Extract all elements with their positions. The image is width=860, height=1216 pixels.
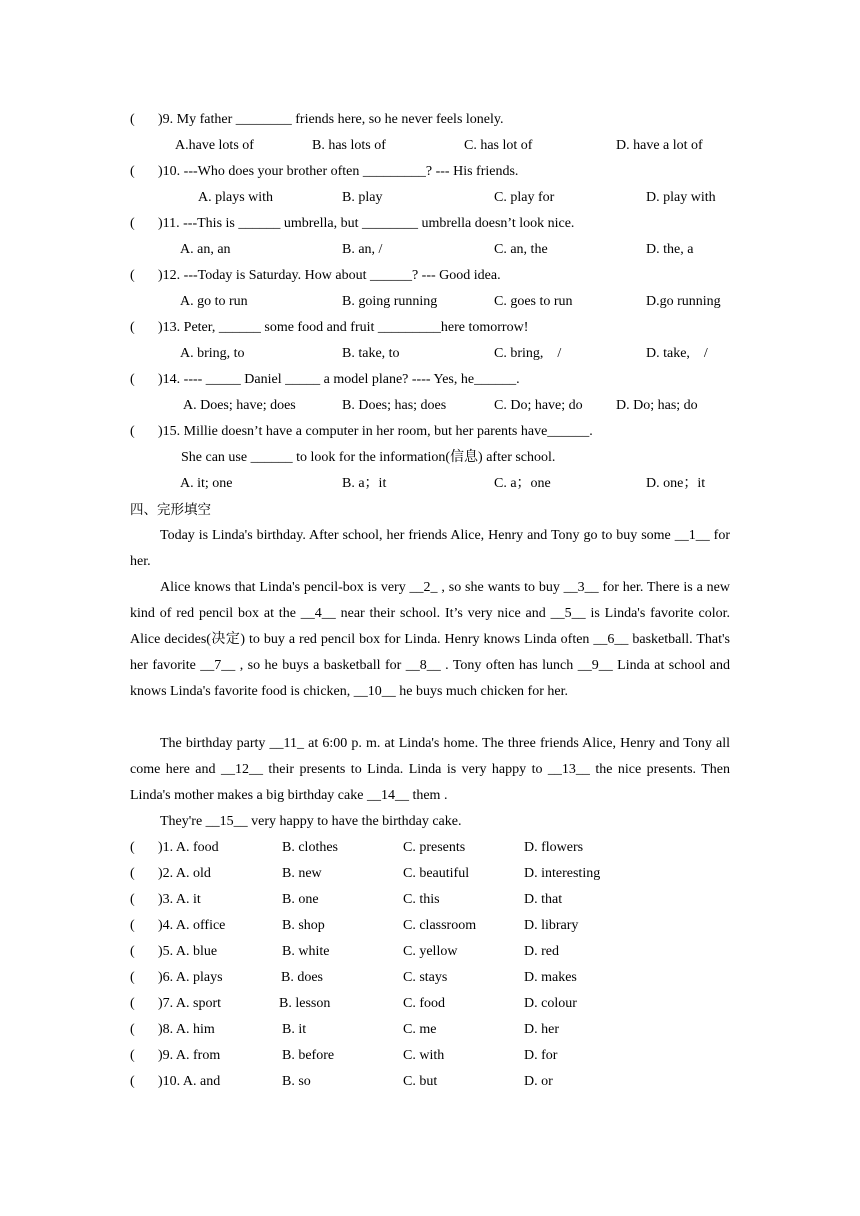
option-c: C. with: [403, 1048, 445, 1063]
question-11: [130, 214, 574, 234]
cloze-number-option-a: )1. A. food: [158, 840, 219, 855]
section-title: 四、完形填空: [130, 502, 211, 518]
answer-paren: (: [130, 320, 135, 335]
answer-paren: (: [130, 866, 135, 881]
cloze-number-option-a: )3. A. it: [158, 892, 201, 907]
option-a: A. bring, to: [180, 346, 245, 361]
option-b: B. play: [342, 190, 383, 205]
cloze-number-option-a: )9. A. from: [158, 1048, 221, 1063]
option-b: B. does: [281, 970, 323, 985]
option-d: D. colour: [524, 996, 577, 1011]
question-15: [130, 422, 593, 442]
answer-paren: (: [130, 918, 135, 933]
option-d: D. Do; has; do: [616, 398, 698, 413]
question-14-options: [0, 396, 860, 416]
option-c: C. yellow: [403, 944, 458, 959]
option-b: B. white: [282, 944, 330, 959]
cloze-number-option-a: )6. A. plays: [158, 970, 223, 985]
option-d: D. take, /: [646, 346, 708, 361]
option-d: D. the, a: [646, 242, 694, 257]
question-12: [130, 266, 501, 286]
answer-paren: (: [130, 892, 135, 907]
option-c: C. an, the: [494, 242, 548, 257]
option-b: B. one: [282, 892, 319, 907]
question-14: [130, 370, 520, 390]
option-d: D. flowers: [524, 840, 584, 855]
cloze-question-8: [130, 1020, 730, 1040]
option-c: C. stays: [403, 970, 448, 985]
option-c: C. play for: [494, 190, 555, 205]
answer-paren: (: [130, 1048, 135, 1063]
option-d: D. play with: [646, 190, 716, 205]
question-stem: )12. ---Today is Saturday. How about ______? --- Good idea.: [158, 268, 501, 283]
cloze-number-option-a: )10. A. and: [158, 1074, 221, 1089]
answer-paren: (: [130, 840, 135, 855]
cloze-number-option-a: )4. A. office: [158, 918, 226, 933]
option-b: B. has lots of: [312, 138, 386, 153]
question-stem: )15. Millie doesn’t have a computer in her room, but her parents have______.: [158, 424, 593, 439]
option-b: B. lesson: [279, 996, 331, 1011]
option-a: A. Does; have; does: [183, 398, 296, 413]
answer-paren: (: [130, 1022, 135, 1037]
option-c: C. beautiful: [403, 866, 470, 881]
option-c: C. me: [403, 1022, 437, 1037]
answer-paren: (: [130, 268, 135, 283]
question-12-options: [0, 292, 860, 312]
option-d: D. or: [524, 1074, 553, 1089]
option-c: C. presents: [403, 840, 466, 855]
question-11-options: [0, 240, 860, 260]
question-15-stem-line2: She can use ______ to look for the information(信息) after school.: [181, 450, 556, 465]
passage-paragraph-2: Alice knows that Linda's pencil-box is very __2_ , so she wants to buy __3__ for her. There is a new kind of red pencil box at the __4__ near their school. It’s very nice and __5__ is Linda's favorite color. Alice decides(决定) to buy a red pencil box for Linda. Henry knows Linda often __6__ basketball. That's her favorite __7__ , so he buys a basketball for __8__ . Tony often has lunch __9__ Linda at school and knows Linda's favorite food is chicken, __10__ he buys much chicken for her.: [130, 580, 730, 699]
option-d: D. red: [524, 944, 559, 959]
option-b: B. Does; has; does: [342, 398, 447, 413]
cloze-number-option-a: )8. A. him: [158, 1022, 215, 1037]
option-b: B. new: [282, 866, 322, 881]
option-d: D. that: [524, 892, 563, 907]
question-stem: )10. ---Who does your brother often _________? --- His friends.: [158, 164, 519, 179]
passage-paragraph-4: They're __15__ very happy to have the birthday cake.: [160, 814, 462, 829]
question-15-options: [0, 474, 860, 494]
option-a: A. plays with: [198, 190, 274, 205]
cloze-question-10: [130, 1072, 730, 1092]
option-b: B. a；it: [342, 476, 387, 491]
answer-paren: (: [130, 944, 135, 959]
option-c: C. Do; have; do: [494, 398, 583, 413]
option-c: C. bring, /: [494, 346, 562, 361]
answer-paren: (: [130, 112, 135, 127]
question-10: [130, 162, 518, 182]
answer-paren: (: [130, 1074, 135, 1089]
question-10-options: [0, 188, 860, 208]
option-c: C. has lot of: [464, 138, 533, 153]
option-d: D. for: [524, 1048, 558, 1063]
answer-paren: (: [130, 216, 135, 231]
option-b: B. so: [282, 1074, 311, 1089]
option-a: A.have lots of: [175, 138, 254, 153]
answer-paren: (: [130, 164, 135, 179]
option-b: B. clothes: [282, 840, 338, 855]
passage-paragraph-3: The birthday party __11_ at 6:00 p. m. at Linda's home. The three friends Alice, Henry and Tony all come here and __12__ their presents to Linda. Linda is very happy to __13__ the nice presents. Then Linda's mother makes a big birthday cake __14__ them .: [130, 736, 730, 803]
option-d: D. makes: [524, 970, 577, 985]
option-d: D. have a lot of: [616, 138, 703, 153]
answer-paren: (: [130, 424, 135, 439]
option-c: C. goes to run: [494, 294, 573, 309]
cloze-question-5: [130, 942, 730, 962]
cloze-question-7: [130, 994, 730, 1014]
option-d: D.go running: [646, 294, 721, 309]
option-d: D. library: [524, 918, 579, 933]
option-b: B. shop: [282, 918, 325, 933]
option-c: C. classroom: [403, 918, 477, 933]
cloze-question-2: [130, 864, 730, 884]
question-stem: )11. ---This is ______ umbrella, but ________ umbrella doesn’t look nice.: [158, 216, 575, 231]
question-13: [130, 318, 528, 338]
cloze-question-9: [130, 1046, 730, 1066]
question-9-options: [0, 136, 860, 156]
cloze-question-3: [130, 890, 730, 910]
option-a: A. go to run: [180, 294, 248, 309]
cloze-number-option-a: )7. A. sport: [158, 996, 221, 1011]
option-b: B. an, /: [342, 242, 383, 257]
question-stem: )13. Peter, ______ some food and fruit _________here tomorrow!: [158, 320, 529, 335]
question-13-options: [0, 344, 860, 364]
passage-paragraph-1: Today is Linda's birthday. After school, her friends Alice, Henry and Tony go to buy some __1__ for her.: [130, 528, 730, 569]
answer-paren: (: [130, 970, 135, 985]
option-b: B. take, to: [342, 346, 400, 361]
cloze-question-6: [130, 968, 730, 988]
option-d: D. her: [524, 1022, 559, 1037]
cloze-question-4: [130, 916, 730, 936]
question-stem: )9. My father ________ friends here, so he never feels lonely.: [158, 112, 504, 127]
option-c: C. but: [403, 1074, 438, 1089]
cloze-number-option-a: )5. A. blue: [158, 944, 218, 959]
option-b: B. it: [282, 1022, 307, 1037]
option-b: B. before: [282, 1048, 335, 1063]
cloze-question-1: [130, 838, 730, 858]
option-c: C. a；one: [494, 476, 551, 491]
option-c: C. this: [403, 892, 440, 907]
option-b: B. going running: [342, 294, 438, 309]
option-c: C. food: [403, 996, 445, 1011]
answer-paren: (: [130, 372, 135, 387]
option-d: D. one；it: [646, 476, 706, 491]
answer-paren: (: [130, 996, 135, 1011]
option-a: A. an, an: [180, 242, 231, 257]
option-d: D. interesting: [524, 866, 601, 881]
question-stem: )14. ---- _____ Daniel _____ a model plane? ---- Yes, he______.: [158, 372, 520, 387]
option-a: A. it; one: [180, 476, 233, 491]
cloze-number-option-a: )2. A. old: [158, 866, 211, 881]
question-9: [130, 110, 503, 130]
